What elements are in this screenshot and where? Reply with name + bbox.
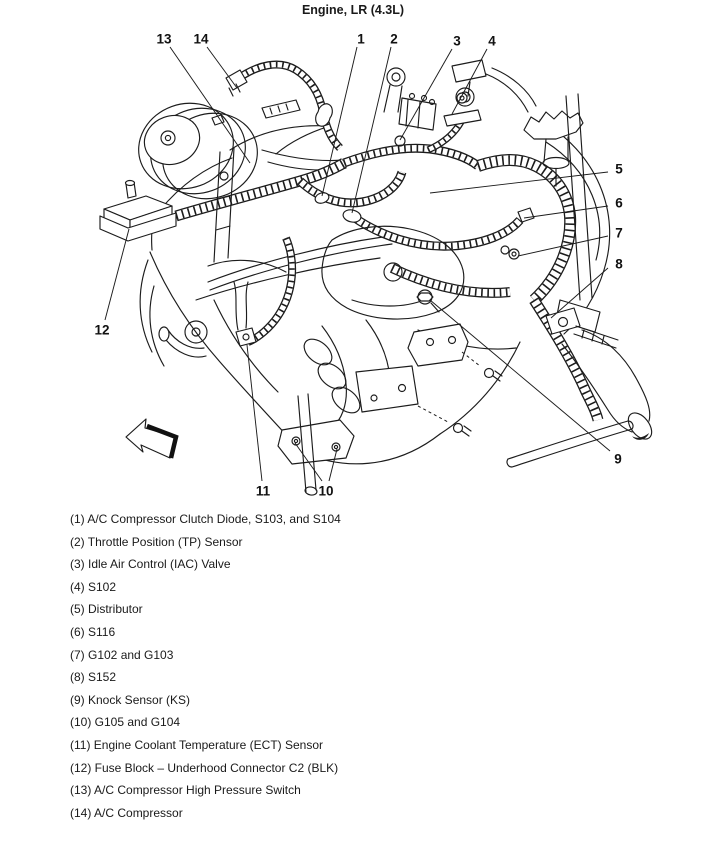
callout-number-12: 12 [94,322,110,338]
radiator-hose [562,326,656,443]
legend-item: (9) Knock Sensor (KS) [70,692,191,707]
bolt-1 [462,352,502,381]
legend-item: (5) Distributor [70,602,143,617]
ect-sensor [234,282,256,346]
legend-item: (2) Throttle Position (TP) Sensor [70,534,243,549]
legend-item: (14) A/C Compressor [70,805,183,820]
knock-sensor [417,290,439,312]
callout-leader-12 [105,229,129,320]
callout-number-7: 7 [615,225,623,241]
page-title: Engine, LR (4.3L) [301,3,405,17]
callout-number-14: 14 [193,31,209,47]
fuse-block [100,181,176,242]
legend-item: (6) S116 [70,624,116,639]
legend-list [70,512,341,828]
callout-number-10: 10 [318,483,334,499]
legend-item: (8) S152 [70,670,117,685]
callout-number-3: 3 [453,33,461,49]
legend-item: (12) Fuse Block – Underhood Connector C2 (BLK) [70,760,339,775]
legend-item: (13) A/C Compressor High Pressure Switch [70,783,301,798]
legend-item: (3) Idle Air Control (IAC) Valve [70,557,231,572]
callout-number-11: 11 [255,483,271,499]
wiring-harness-conduits [176,65,598,420]
callout-number-13: 13 [156,31,172,47]
legend-item: (10) G105 and G104 [70,715,181,730]
callout-layer [94,32,623,499]
callout-number-2: 2 [390,31,398,47]
splice-s116 [518,208,534,222]
iac-valve [395,136,405,146]
callout-number-6: 6 [615,195,623,211]
hoses-lower-left [159,321,318,496]
callout-number-4: 4 [488,33,496,49]
label-plate [262,100,300,118]
label-plate-2 [444,110,481,126]
legend-item: (1) A/C Compressor Clutch Diode, S103, and S104 [70,512,341,526]
ground-bolt-g102 [501,246,519,259]
legend-item: (11) Engine Coolant Temperature (ECT) Sensor [70,737,324,752]
callout-number-9: 9 [614,451,622,467]
callout-number-1: 1 [357,31,365,47]
callout-leader-14 [207,47,237,88]
callout-leader-5 [430,172,608,193]
engine-illustration [100,60,656,496]
legend-item: (4) S102 [70,579,117,594]
mount-brackets [278,324,468,464]
callout-number-8: 8 [615,256,623,272]
distributor [384,68,436,130]
direction-arrow [126,419,176,458]
callout-number-5: 5 [615,161,623,177]
ac-compressor [127,90,270,262]
legend-item: (7) G102 and G103 [70,647,174,662]
